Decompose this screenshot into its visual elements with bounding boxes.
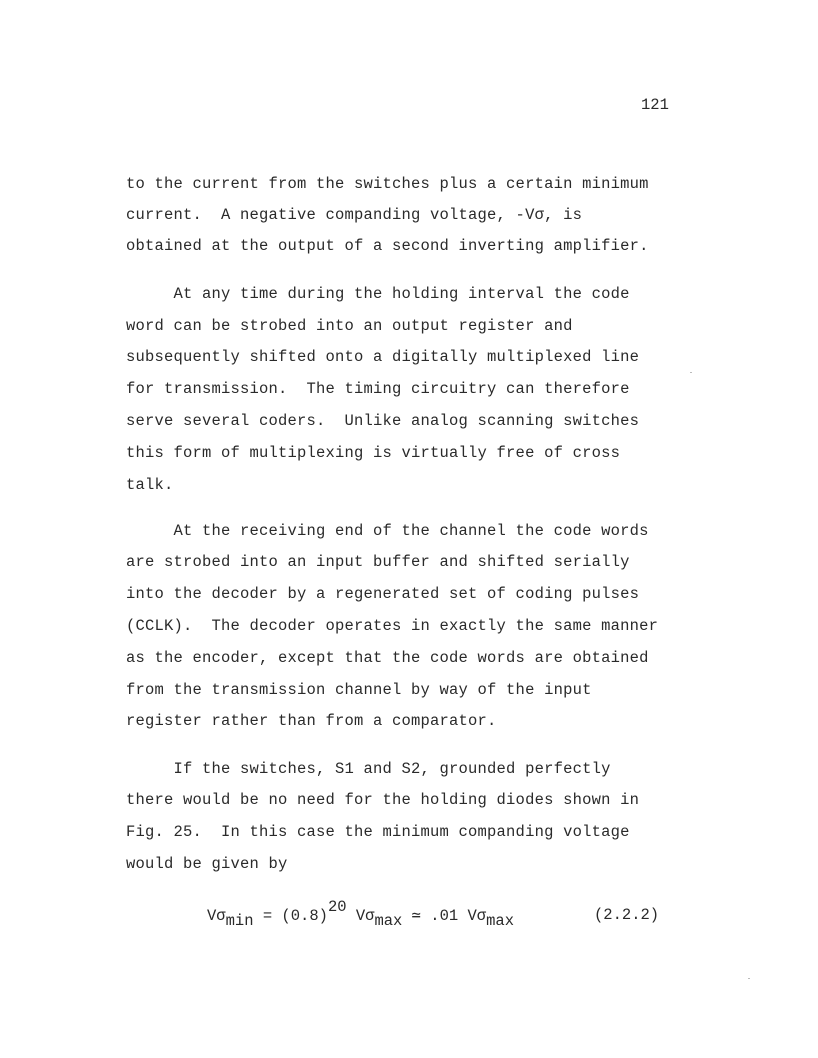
text-line: Fig. 25. In this case the minimum companding voltage (126, 823, 630, 841)
text-line: current. A negative companding voltage, -Vσ, is (126, 206, 583, 224)
text-line: into the decoder by a regenerated set of coding pulses (126, 585, 640, 603)
text-line: this form of multiplexing is virtually free of cross (126, 444, 621, 462)
text-line: obtained at the output of a second inverting amplifier. (126, 237, 649, 255)
text-line: register rather than from a comparator. (126, 712, 497, 730)
text-line: there would be no need for the holding diodes shown in (126, 791, 640, 809)
text-line: word can be strobed into an output register and (126, 317, 573, 335)
text-line: to the current from the switches plus a certain minimum (126, 175, 649, 193)
equation-term2-subscript: max (486, 912, 515, 930)
equation-term1: Vσ (346, 907, 375, 925)
scan-speck (748, 978, 750, 979)
text-line: are strobed into an input buffer and shifted serially (126, 553, 630, 571)
equation-term1-subscript: max (374, 912, 403, 930)
text-line: serve several coders. Unlike analog scanning switches (126, 412, 640, 430)
equation-approx: ≃ .01 Vσ (402, 907, 487, 925)
text-line: talk. (126, 476, 174, 494)
text-line: as the encoder, except that the code words are obtained (126, 649, 649, 667)
page-number: 121 (641, 96, 669, 114)
equation-exponent: 20 (327, 898, 347, 916)
scan-speck (690, 372, 692, 373)
equation-lhs-subscript: min (225, 912, 254, 930)
text-line: from the transmission channel by way of the input (126, 681, 592, 699)
text-line: (CCLK). The decoder operates in exactly the same manner (126, 617, 659, 635)
text-line: At any time during the holding interval the code (126, 285, 630, 303)
equation (207, 898, 515, 930)
text-line: would be given by (126, 855, 288, 873)
text-line: At the receiving end of the channel the code words (126, 522, 649, 540)
equation-lhs: Vσ (207, 907, 226, 925)
text-line: for transmission. The timing circuitry can therefore (126, 380, 630, 398)
equation-equals: = (0.8) (253, 907, 328, 925)
equation-number: (2.2.2) (594, 906, 660, 924)
text-line: subsequently shifted onto a digitally multiplexed line (126, 348, 640, 366)
text-line: If the switches, S1 and S2, grounded perfectly (126, 760, 611, 778)
